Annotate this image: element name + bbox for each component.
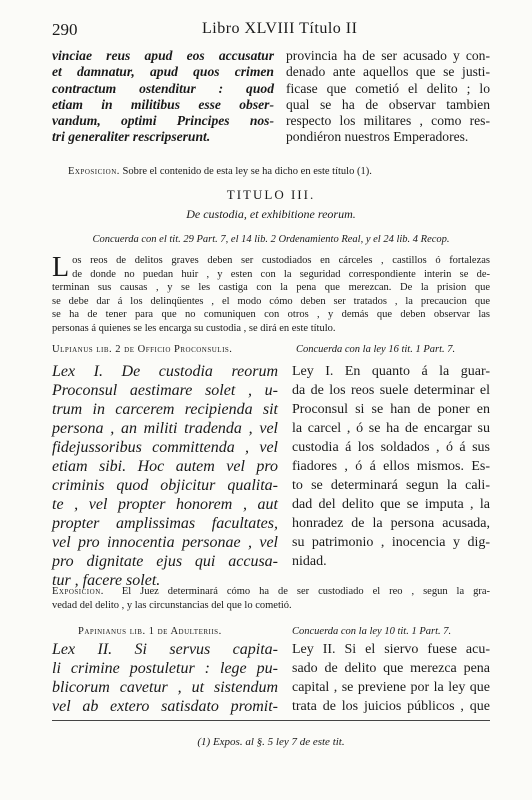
spanish-line: trata de los juicios públicos , que	[292, 699, 490, 714]
latin-line: vinciae reus apud eos accusatur	[52, 48, 274, 63]
titulo-concuerda: Concuerda con el tit. 29 Part. 7, el 14 lib. 2 Ordenamiento Real, y el 24 lib. 4 Recop.	[92, 234, 450, 245]
lex2-latin-column	[52, 640, 278, 716]
latin-line: etiam sibi. Hoc autem vel pro	[52, 458, 278, 475]
top-latin-column	[52, 48, 274, 146]
latin-line: Lex I. De custodia reorum	[52, 363, 278, 380]
spanish-line: denado ante aquellos que se justi-	[286, 64, 490, 80]
latin-line: persona , an militi tradenda , vel	[52, 420, 278, 437]
spanish-line: pondiéron nuestros Emperadores.	[286, 129, 469, 145]
spanish-line: provincia ha de ser acusado y con-	[286, 48, 490, 63]
top-spanish-column	[286, 48, 490, 146]
latin-line: tur , facere solet.	[52, 572, 161, 589]
spanish-line: ficase que cometió el delito ; lo	[286, 80, 490, 96]
footnote: (1) Expos. al §. 5 ley 7 de este tit.	[197, 736, 345, 748]
spanish-line: to se determinará segun la cali-	[292, 478, 490, 493]
latin-line: te , vel propter honorem , aut	[52, 496, 278, 513]
page-number: 290	[52, 20, 78, 39]
intro-line: de donde no puedan huir , y esten con la seguridad correspondiente interin se de-	[72, 268, 490, 280]
latin-line: vandum, optimi Principes nos-	[52, 113, 274, 129]
latin-line: etiam in militibus esse obser-	[52, 96, 274, 112]
spanish-line: la carcel , ó se ha de encargar su	[292, 421, 490, 436]
exposicion-text: El Juez determinará cómo ha de ser custodiado el reo , segun la gra-	[121, 586, 490, 597]
page-header	[52, 20, 490, 42]
spanish-line: Ley I. En quanto á la guar-	[292, 364, 490, 379]
intro-line: se debe dar á los delinqüentes , el modo cómo deben ser tratados , la precaucion que	[52, 295, 490, 307]
titulo-intro	[52, 254, 490, 336]
exposicion-label: Exposicion.	[68, 166, 120, 177]
spanish-line: respecto los militares , como res-	[286, 113, 490, 129]
spanish-line: su patrimonio , inocencia y dig-	[292, 535, 490, 550]
titulo-heading: TITULO III.	[226, 187, 316, 202]
lex1-source-left: Ulpianus lib. 2 de Officio Proconsulis.	[52, 344, 233, 355]
latin-line: fidejussoribus committenda , vel	[52, 439, 278, 456]
spanish-line: dad del delito que se imputa , la	[292, 497, 490, 512]
spanish-line: nidad.	[292, 554, 327, 569]
lex1-source-right: Concuerda con la ley 16 tit. 1 Part. 7.	[296, 344, 456, 355]
latin-line: contractum ostenditur : quod	[52, 80, 274, 96]
latin-line: blicorum cavetur , ut sistendum	[52, 679, 278, 696]
lex1-latin-column	[52, 362, 278, 590]
running-head: Libro XLVIII Título II	[202, 20, 358, 37]
latin-line: vel pro innocentia personae , vel	[52, 534, 278, 551]
intro-line: os reos de delitos graves deben ser custodiados en cárceles , castillos ó fortalezas	[72, 255, 490, 266]
lex2-spanish-column	[292, 640, 490, 716]
latin-line: li crimine postuletur : lege pu-	[52, 660, 278, 677]
spanish-line: Proconsul si se han de poner en	[292, 402, 490, 417]
lex1-spanish-column	[292, 362, 490, 571]
spanish-line: fiadores , ó á ellos mismos. Es-	[292, 459, 490, 474]
footnote-rule	[52, 720, 490, 721]
lex2-source-left: Papinianus lib. 1 de Adulteriis.	[78, 626, 222, 637]
exposicion-2	[52, 585, 490, 612]
spanish-line: sado de delito que merezca pena	[292, 661, 490, 676]
latin-line: tri generaliter rescripserunt.	[52, 129, 211, 145]
exposicion-line: vedad del delito , y las circunstancias del que lo cometió.	[52, 599, 292, 611]
exposicion-1	[68, 165, 498, 179]
drop-cap: L	[52, 252, 70, 283]
latin-line: pro dignitate ejus qui accusa-	[52, 553, 278, 570]
exposicion-line	[52, 585, 490, 599]
intro-line: terminan sus causas , y se les castiga con la pena que merezcan. De la prision que	[52, 282, 490, 294]
spanish-line: qual se ha de observar tambien	[286, 96, 490, 112]
exposicion-label: Exposicion.	[52, 586, 104, 597]
spanish-line: da de los reos suele determinar el	[292, 383, 490, 398]
intro-line: se ha de tener para que no comuniquen con otros , y demás que deben observar las	[52, 309, 490, 321]
intro-line: personas á quienes se les encarga su custodia , se dirá en este título.	[52, 322, 336, 334]
latin-line: Proconsul aestimare solet , u-	[52, 382, 278, 399]
exposicion-text: Sobre el contenido de esta ley se ha dicho en este título (1).	[122, 166, 372, 177]
spanish-line: capital , se previene por la ley que	[292, 680, 490, 695]
latin-line: criminis quod objicitur qualita-	[52, 477, 278, 494]
latin-line: et damnatur, apud quos crimen	[52, 64, 274, 80]
spanish-line: custodia á los soldados , ó á sus	[292, 440, 490, 455]
spanish-line: Ley II. Si el siervo fuese acu-	[292, 642, 490, 657]
latin-line: vel ab extero satisdato promit-	[52, 698, 278, 715]
titulo-subtitle: De custodia, et exhibitione reorum.	[186, 207, 356, 221]
latin-line: Lex II. Si servus capita-	[52, 641, 278, 658]
spanish-line: honradez de la persona acusada,	[292, 516, 490, 531]
latin-line: propter amplissimas facultates,	[52, 515, 278, 532]
latin-line: trum in carcerem recipienda sit	[52, 401, 278, 418]
lex2-source-right: Concuerda con la ley 10 tit. 1 Part. 7.	[292, 626, 452, 637]
